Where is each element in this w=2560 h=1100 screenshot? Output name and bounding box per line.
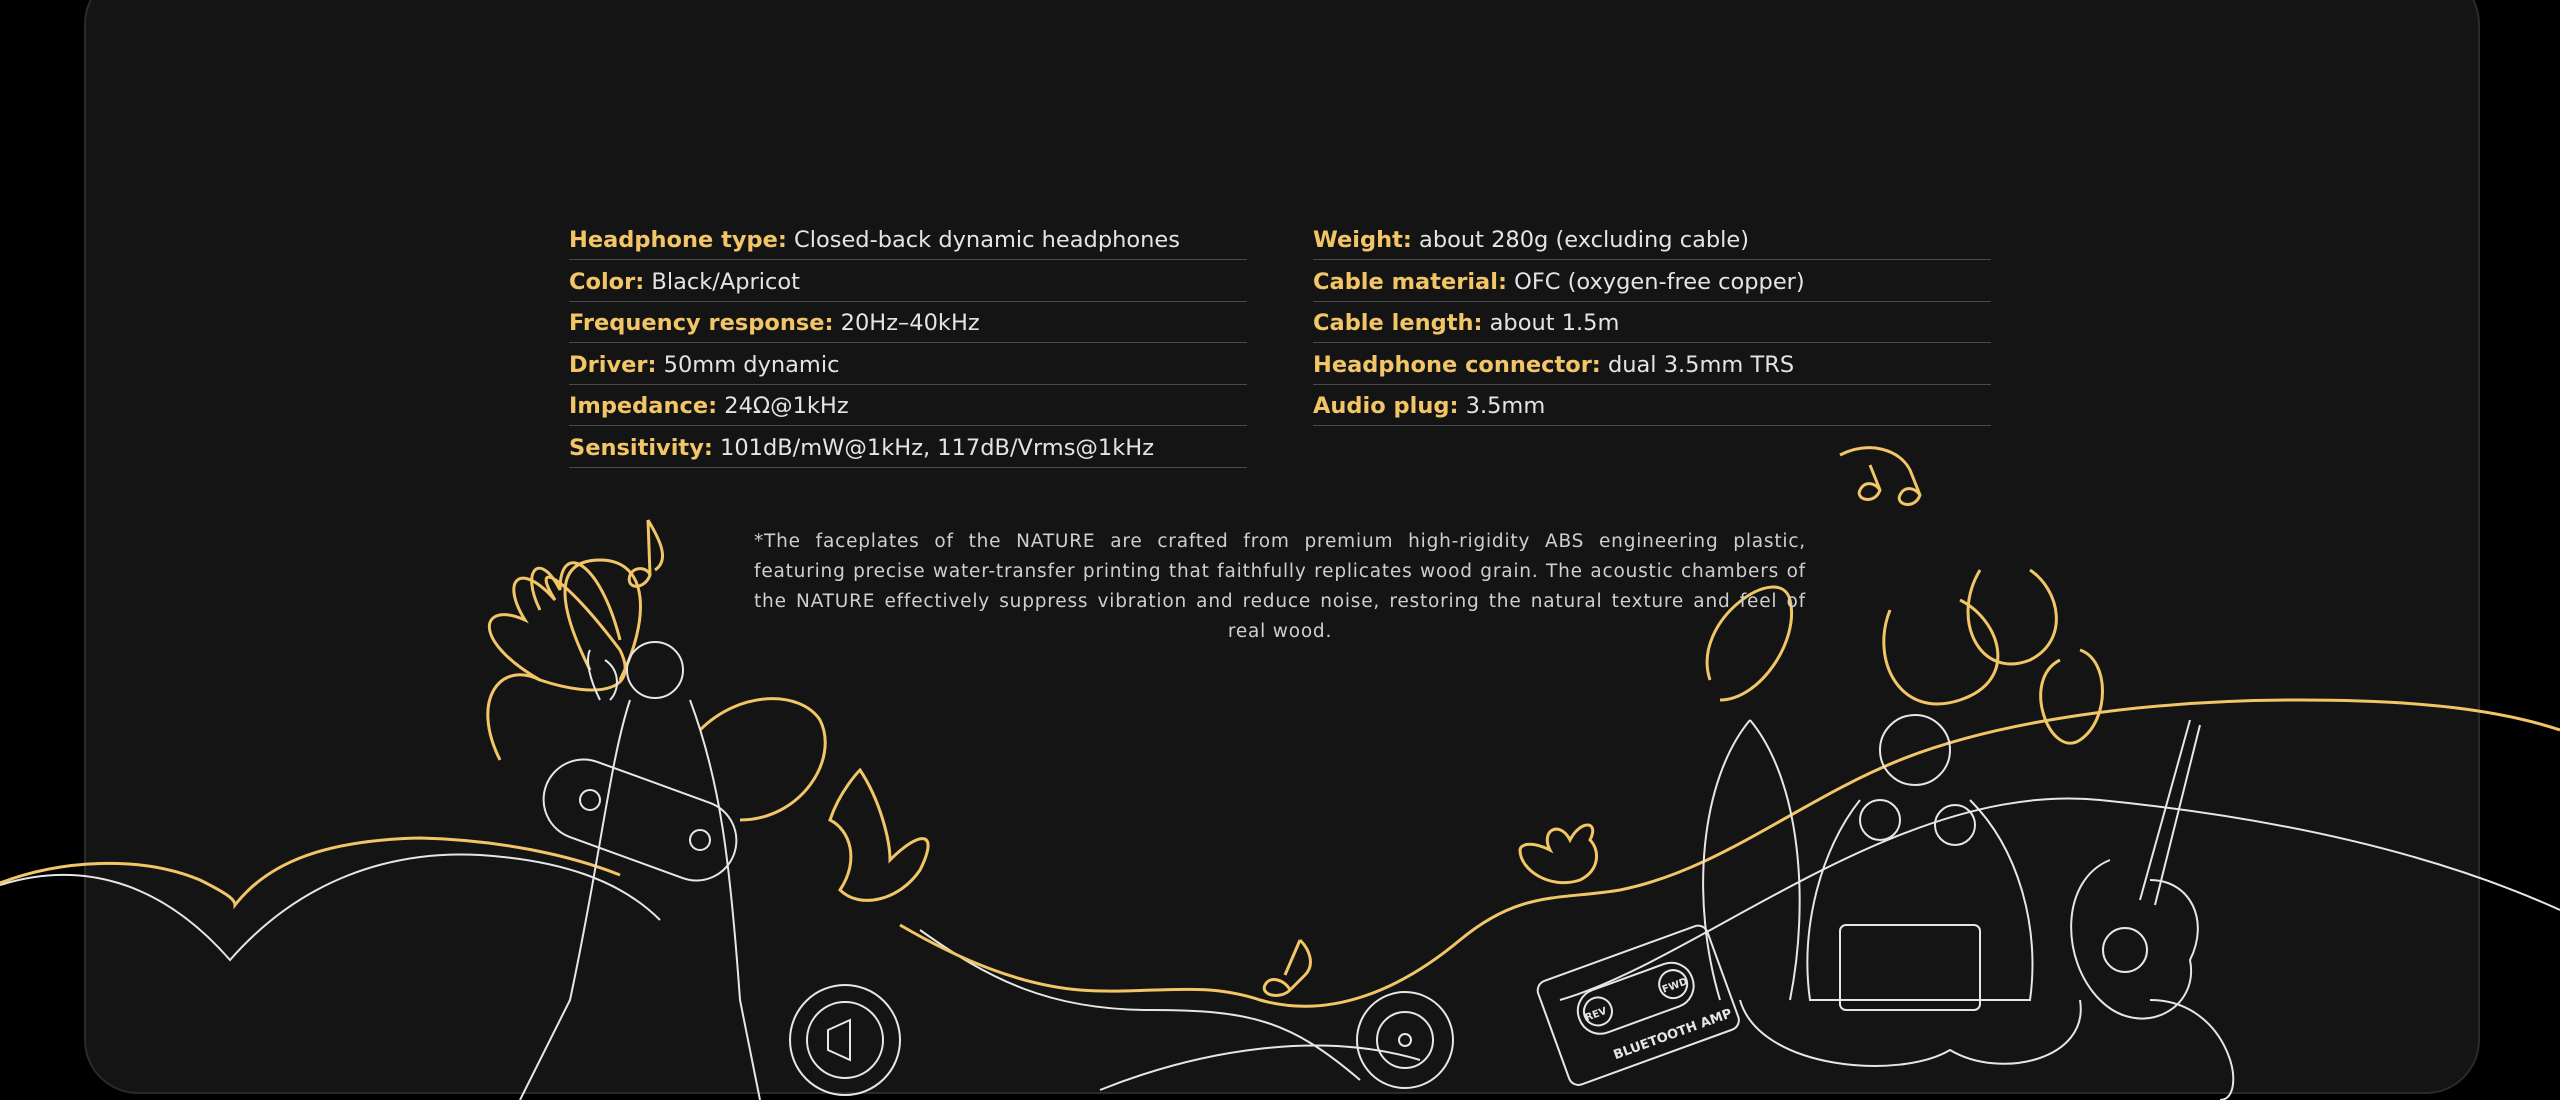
spec-row-frequency-response: [569, 303, 1247, 343]
spec-label: Impedance:: [569, 393, 718, 419]
spec-label: Weight:: [1313, 227, 1412, 253]
spec-label: Headphone type:: [569, 227, 787, 253]
spec-row-audio-plug: [1313, 386, 1991, 426]
spec-label: Sensitivity:: [569, 434, 713, 461]
spec-list-right: [1313, 220, 1991, 428]
spec-value: about 280g (excluding cable): [1419, 227, 1750, 253]
spec-value: OFC (oxygen-free copper): [1514, 268, 1805, 295]
spec-value: dual 3.5mm TRS: [1607, 351, 1795, 378]
spec-value: 20Hz–40kHz: [840, 310, 980, 336]
spec-row-impedance: [569, 386, 1247, 426]
spec-value: 101dB/mW@1kHz, 117dB/Vrms@1kHz: [720, 434, 1155, 461]
spec-row-cable-length: [1313, 303, 1991, 343]
spec-value: 50mm dynamic: [663, 351, 840, 378]
cassette-button-left: REV: [1583, 1005, 1609, 1024]
spec-row-color: [569, 262, 1247, 302]
spec-label: Audio plug:: [1313, 393, 1459, 419]
spec-row-headphone-type: [569, 220, 1247, 260]
material-footnote: *The faceplates of the NATURE are crafted from premium high-rigidity ABS engineering plastic, featuring precise water-transfer printing that faithfully replicates wood grain. The acoustic chambers of the NATURE effectively suppress vibration and reduce noise, restoring the natural texture and feel of real wood.: [754, 531, 1806, 642]
cassette-label: BLUETOOTH AMP: [1611, 1006, 1735, 1064]
spec-label: Headphone connector:: [1313, 351, 1601, 378]
spec-value: Closed-back dynamic headphones: [794, 227, 1180, 253]
spec-row-weight: [1313, 220, 1991, 260]
spec-label: Cable material:: [1313, 268, 1507, 295]
spec-value: 3.5mm: [1465, 393, 1546, 419]
spec-value: 24Ω@1kHz: [724, 393, 849, 419]
spec-list-left: [569, 220, 1247, 469]
spec-label: Color:: [569, 268, 645, 295]
cassette-button-right: FWD: [1660, 976, 1690, 996]
spec-row-headphone-connector: [1313, 345, 1991, 385]
spec-label: Cable length:: [1313, 310, 1483, 336]
spec-label: Driver:: [569, 351, 657, 378]
spec-label: Frequency response:: [569, 310, 834, 336]
spec-row-cable-material: [1313, 262, 1991, 302]
spec-row-sensitivity: [569, 428, 1247, 468]
spec-value: about 1.5m: [1489, 310, 1620, 336]
spec-row-driver: [569, 345, 1247, 385]
spec-value: Black/Apricot: [651, 268, 800, 295]
